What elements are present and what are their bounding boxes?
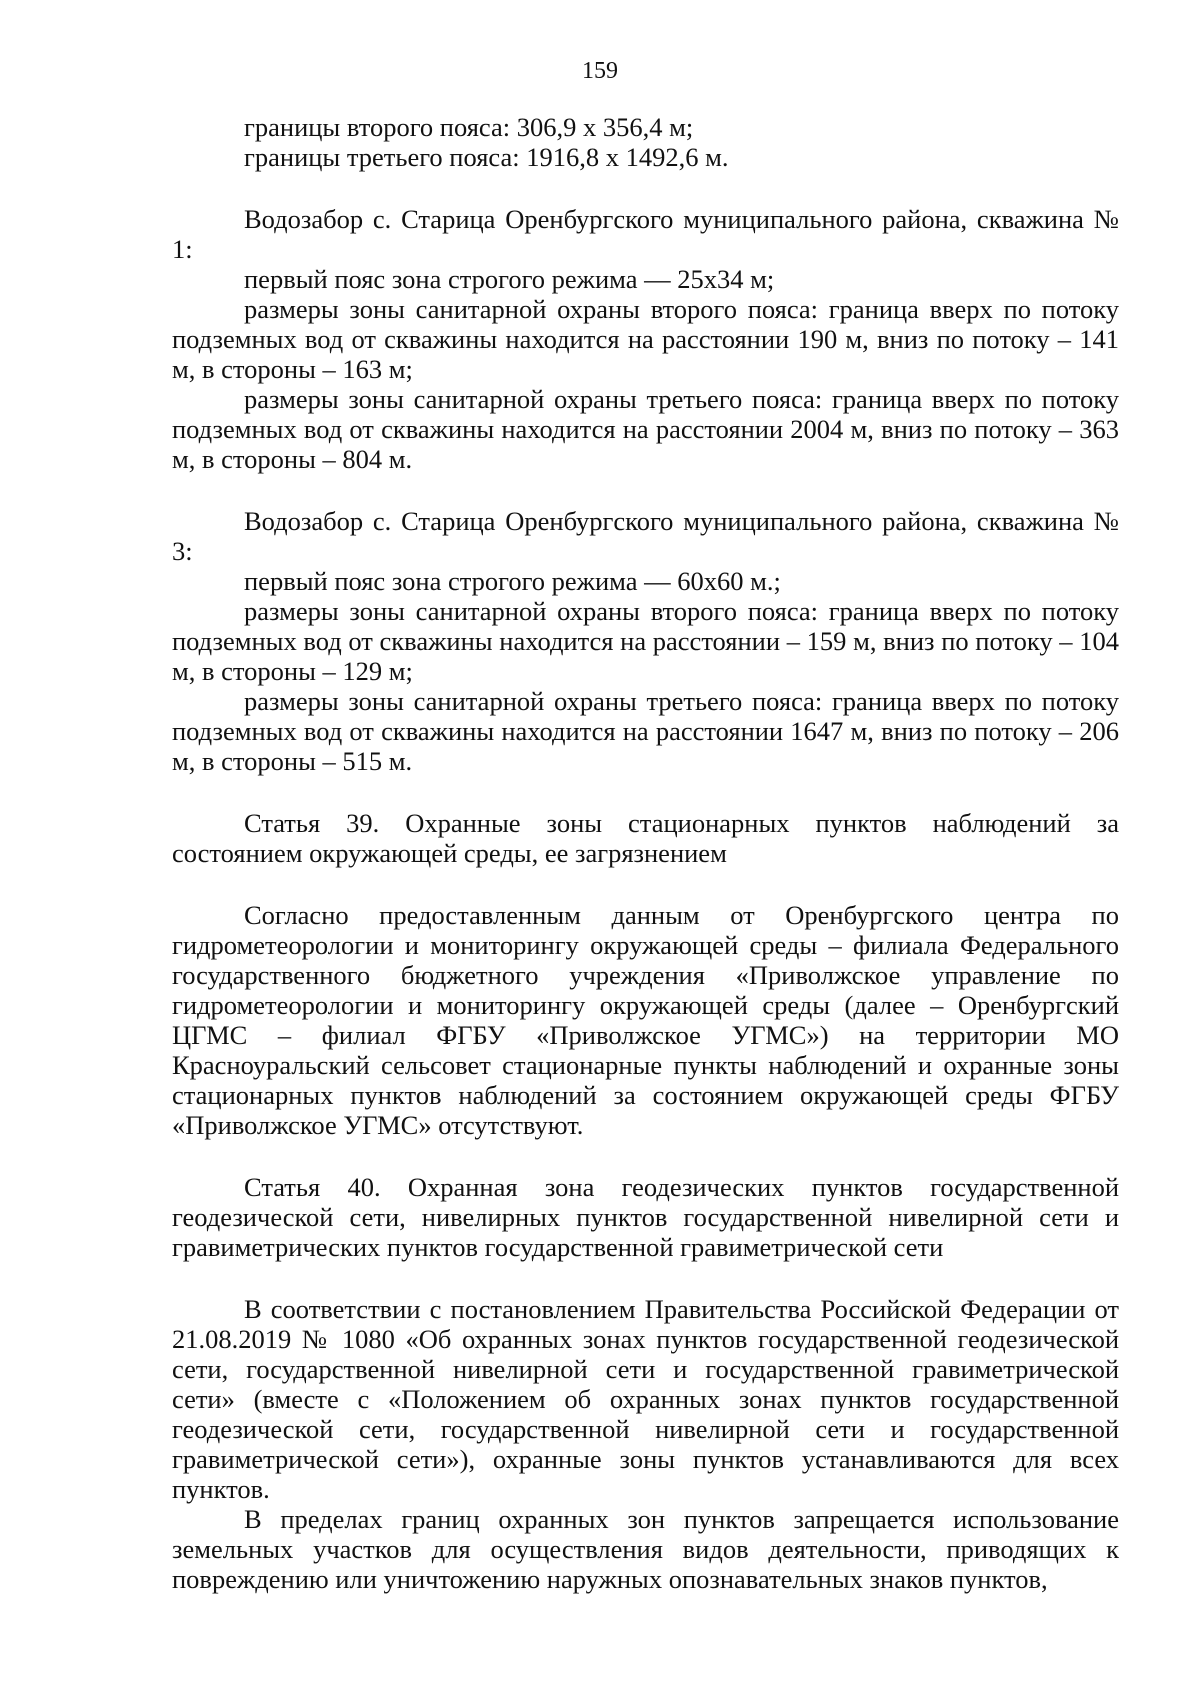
- paragraph: В пределах границ охранных зон пунктов запрещается использование земельных участков для осуществления видов деятельности, приводящих к повреждению или уничтожению наружных опознавательных знаков пунктов,: [172, 1504, 1119, 1594]
- paragraph: Согласно предоставленным данным от Оренбургского центра по гидрометеорологии и мониторингу окружающей среды – филиала Федерального государственного бюджетного учреждения «Приволжское управление по гидрометеорологии и мониторингу окружающей среды (далее – Оренбургский ЦГМС – филиал ФГБУ «Приволжское УГМС») на территории МО Красноуральский сельсовет стационарные пункты наблюдений и охранные зоны стационарных пунктов наблюдений за состоянием окружающей среды ФГБУ «Приволжское УГМС» отсутствуют.: [172, 900, 1119, 1140]
- paragraph: размеры зоны санитарной охраны второго пояса: граница вверх по потоку подземных вод от скважины находится на расстоянии – 159 м, вниз по потоку – 104 м, в стороны – 129 м;: [172, 596, 1119, 686]
- paragraph: В соответствии с постановлением Правительства Российской Федерации от 21.08.2019 № 1080 «Об охранных зонах пунктов государственной геодезической сети, государственной нивелирной сети и государственной гравиметрической сети» (вместе с «Положением об охранных зонах пунктов государственной геодезической сети, государственной нивелирной сети и государственной гравиметрической сети»), охранные зоны пунктов устанавливаются для всех пунктов.: [172, 1294, 1119, 1504]
- paragraph: размеры зоны санитарной охраны третьего пояса: граница вверх по потоку подземных вод от скважины находится на расстоянии 1647 м, вниз по потоку – 206 м, в стороны – 515 м.: [172, 686, 1119, 776]
- paragraph: границы третьего пояса: 1916,8 х 1492,6 м.: [244, 142, 729, 172]
- article-39-heading: [172, 808, 1119, 868]
- paragraph: размеры зоны санитарной охраны второго пояса: граница вверх по потоку подземных вод от скважины находится на расстоянии 190 м, вниз по потоку – 141 м, в стороны – 163 м;: [172, 294, 1119, 384]
- paragraph: Водозабор с. Старица Оренбургского муниципального района, скважина № 3:: [172, 506, 1119, 566]
- paragraph: Водозабор с. Старица Оренбургского муниципального района, скважина № 1:: [172, 204, 1119, 264]
- paragraph: первый пояс зона строгого режима — 25х34 м;: [244, 264, 775, 294]
- water-intake-well-1: [172, 204, 1119, 474]
- section-heading: Статья 40. Охранная зона геодезических пунктов государственной геодезической сети, нивелирных пунктов государственной нивелирной сети и гравиметрических пунктов государственной гравиметрической сети: [172, 1172, 1119, 1262]
- article-40-heading: [172, 1172, 1119, 1262]
- second-third-belt-boundaries: [172, 112, 1119, 172]
- paragraph: границы второго пояса: 306,9 х 356,4 м;: [244, 112, 694, 142]
- article-39-body: [172, 900, 1119, 1140]
- document-body: [172, 112, 1119, 1594]
- article-40-body: [172, 1294, 1119, 1594]
- paragraph: размеры зоны санитарной охраны третьего пояса: граница вверх по потоку подземных вод от скважины находится на расстоянии 2004 м, вниз по потоку – 363 м, в стороны – 804 м.: [172, 384, 1119, 474]
- water-intake-well-3: [172, 506, 1119, 776]
- paragraph: первый пояс зона строгого режима — 60х60 м.;: [244, 566, 781, 596]
- page-number: 159: [582, 58, 618, 84]
- section-heading: Статья 39. Охранные зоны стационарных пунктов наблюдений за состоянием окружающей среды, ее загрязнением: [172, 808, 1119, 868]
